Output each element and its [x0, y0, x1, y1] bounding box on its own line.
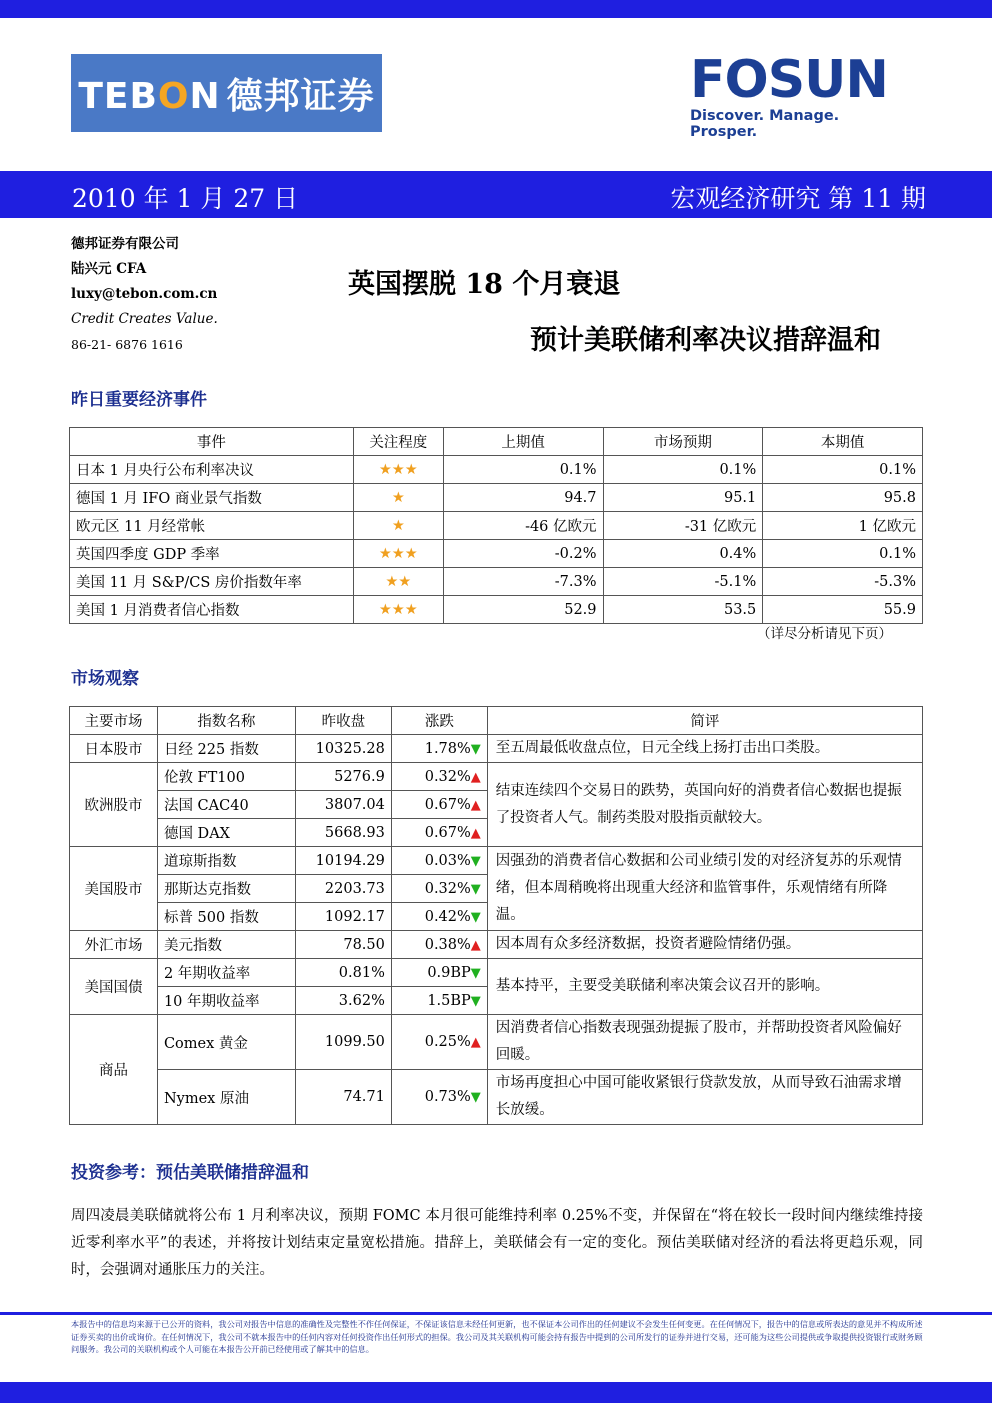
market-name: 美国国债 — [70, 959, 158, 1015]
prev-value: -7.3% — [443, 568, 603, 596]
table-row — [70, 1070, 923, 1125]
importance-stars: ★★★ — [353, 456, 443, 484]
change-value: 0.32% — [424, 768, 471, 785]
comment-text: 市场再度担心中国可能收紧银行贷款发放，从而导致石油需求增长放缓。 — [487, 1070, 922, 1125]
table-row — [70, 596, 923, 624]
market-table — [69, 706, 923, 1125]
close-value: 3.62% — [295, 987, 391, 1015]
report-date: 2010 年 1 月 27 日 — [72, 184, 299, 213]
expected-value: 0.1% — [603, 456, 763, 484]
change-value: 1.5BP — [427, 992, 471, 1009]
change-cell — [391, 987, 487, 1015]
change-cell — [391, 1070, 487, 1125]
change-cell — [391, 959, 487, 987]
expected-value: -31 亿欧元 — [603, 512, 763, 540]
author-name: 陆兴元 CFA — [71, 261, 147, 277]
index-name: Comex 黄金 — [157, 1015, 295, 1070]
author-info — [71, 232, 218, 357]
company-name: 德邦证券有限公司 — [71, 236, 179, 252]
disclaimer-text: 本报告中的信息均来源于已公开的资料，我公司对报告中信息的准确性及完整性不作任何保证，不保证该信息未经任何更新，也不保证本公司作出的任何建议不会发生任何变更。在任何情况下，报告中的信息或所表达的意见并不构成所述证券买卖的出价或询价。在任何情况下，我公司不就本报告中的任何内容对任何投资作出任何形式的担保。我公司及其关联机构可能会持有报告中提到的公司所发行的证券并进行交易，还可能为这些公司提供或争取提供投资银行或财务顾问服务。我公司的关联机构或个人可能在本报告公开前已经使用或了解其中的信息。 — [71, 1319, 923, 1354]
comment-text: 因消费者信心指数表现强劲提振了股市，并帮助投资者风险偏好回暖。 — [487, 1015, 922, 1070]
market-name: 商品 — [70, 1015, 158, 1125]
down-arrow-icon: ▼ — [470, 741, 481, 757]
table-row — [70, 568, 923, 596]
down-arrow-icon: ▼ — [470, 993, 481, 1009]
bottom-bar — [0, 1382, 992, 1403]
actual-value: -5.3% — [763, 568, 923, 596]
prev-value: 0.1% — [443, 456, 603, 484]
table-row — [70, 735, 923, 763]
col-header: 昨收盘 — [295, 707, 391, 735]
fosun-logo — [690, 52, 910, 140]
report-banner — [0, 171, 992, 218]
events-header-row — [70, 428, 923, 456]
col-header: 上期值 — [443, 428, 603, 456]
col-header: 事件 — [70, 428, 354, 456]
index-name: 10 年期收益率 — [157, 987, 295, 1015]
change-cell — [391, 903, 487, 931]
table-row — [70, 1015, 923, 1070]
close-value: 10325.28 — [295, 735, 391, 763]
table-row — [70, 931, 923, 959]
actual-value: 0.1% — [763, 456, 923, 484]
event-name: 欧元区 11 月经常帐 — [70, 512, 354, 540]
market-name: 欧洲股市 — [70, 763, 158, 847]
index-name: 标普 500 指数 — [157, 903, 295, 931]
index-name: 日经 225 指数 — [157, 735, 295, 763]
comment-text: 基本持平，主要受美联储利率决策会议召开的影响。 — [487, 959, 922, 1015]
index-name: 那斯达克指数 — [157, 875, 295, 903]
table-row — [70, 959, 923, 987]
market-header-row — [70, 707, 923, 735]
report-issue: 宏观经济研究 第 11 期 — [670, 184, 926, 213]
close-value: 3807.04 — [295, 791, 391, 819]
event-name: 美国 11 月 S&P/CS 房价指数年率 — [70, 568, 354, 596]
actual-value: 1 亿欧元 — [763, 512, 923, 540]
col-header: 关注程度 — [353, 428, 443, 456]
change-value: 1.78% — [424, 740, 471, 757]
close-value: 0.81% — [295, 959, 391, 987]
change-cell — [391, 735, 487, 763]
up-arrow-icon: ▲ — [470, 797, 481, 813]
fosun-name: FOSUN — [690, 50, 888, 110]
col-header: 主要市场 — [70, 707, 158, 735]
index-name: Nymex 原油 — [157, 1070, 295, 1125]
expected-value: 53.5 — [603, 596, 763, 624]
change-value: 0.42% — [424, 908, 471, 925]
event-name: 日本 1 月央行公布利率决议 — [70, 456, 354, 484]
up-arrow-icon: ▲ — [470, 937, 481, 953]
close-value: 1099.50 — [295, 1015, 391, 1070]
actual-value: 95.8 — [763, 484, 923, 512]
importance-stars: ★★ — [353, 568, 443, 596]
tebon-logo-suffix: N — [189, 75, 221, 117]
index-name: 伦敦 FT100 — [157, 763, 295, 791]
expected-value: 0.4% — [603, 540, 763, 568]
events-section-title: 昨日重要经济事件 — [71, 390, 207, 410]
market-name: 外汇市场 — [70, 931, 158, 959]
table-row — [70, 512, 923, 540]
tebon-logo-o: O — [157, 75, 190, 117]
col-header: 市场预期 — [603, 428, 763, 456]
prev-value: -0.2% — [443, 540, 603, 568]
index-name: 法国 CAC40 — [157, 791, 295, 819]
up-arrow-icon: ▲ — [470, 1035, 481, 1050]
top-bar — [0, 0, 992, 18]
fosun-slogan: Discover. Manage. Prosper. — [690, 108, 840, 140]
expected-value: -5.1% — [603, 568, 763, 596]
down-arrow-icon: ▼ — [470, 1090, 481, 1105]
report-title-line2: 预计美联储利率决议措辞温和 — [530, 325, 881, 356]
close-value: 5276.9 — [295, 763, 391, 791]
expected-value: 95.1 — [603, 484, 763, 512]
event-name: 美国 1 月消费者信心指数 — [70, 596, 354, 624]
importance-stars: ★★★ — [353, 596, 443, 624]
tebon-logo — [71, 54, 382, 132]
comment-text: 因本周有众多经济数据，投资者避险情绪仍强。 — [487, 931, 922, 959]
table-row — [70, 763, 923, 791]
comment-text: 结束连续四个交易日的跌势，英国向好的消费者信心数据也提振了投资者人气。制药类股对股指贡献较大。 — [487, 763, 922, 847]
market-name: 日本股市 — [70, 735, 158, 763]
tebon-logo-cn: 德邦证券 — [226, 75, 375, 117]
change-value: 0.67% — [424, 824, 471, 841]
importance-stars: ★ — [353, 512, 443, 540]
change-cell — [391, 791, 487, 819]
change-value: 0.32% — [424, 880, 471, 897]
investment-section-title: 投资参考：预估美联储措辞温和 — [71, 1163, 309, 1183]
table-row — [70, 456, 923, 484]
index-name: 美元指数 — [157, 931, 295, 959]
events-note: （详尽分析请见下页） — [757, 626, 892, 642]
down-arrow-icon: ▼ — [470, 881, 481, 897]
close-value: 10194.29 — [295, 847, 391, 875]
tebon-logo-prefix: TEB — [78, 75, 158, 117]
change-cell — [391, 763, 487, 791]
events-table — [69, 427, 923, 624]
phone-number: 86-21- 6876 1616 — [71, 337, 183, 352]
change-value: 0.25% — [424, 1034, 471, 1050]
comment-text: 至五周最低收盘点位，日元全线上扬打击出口类股。 — [487, 735, 922, 763]
change-cell — [391, 931, 487, 959]
col-header: 本期值 — [763, 428, 923, 456]
importance-stars: ★★★ — [353, 540, 443, 568]
change-value: 0.73% — [424, 1089, 471, 1105]
col-header: 涨跌 — [391, 707, 487, 735]
investment-paragraph: 周四凌晨美联储就将公布 1 月利率决议，预期 FOMC 本月很可能维持利率 0.25%不变，并保留在“将在较长一段时间内继续维持接近零利率水平”的表述，并将按计划结束定量宽松措施。措辞上，美联储会有一定的变化。预估美联储对经济的看法将更趋乐观，同时，会强调对通胀压力的关注。 — [71, 1208, 923, 1278]
comment-text: 因强劲的消费者信心数据和公司业绩引发的对经济复苏的乐观情绪，但本周稍晚将出现重大经济和监管事件，乐观情绪有所降温。 — [487, 847, 922, 931]
actual-value: 0.1% — [763, 540, 923, 568]
event-name: 德国 1 月 IFO 商业景气指数 — [70, 484, 354, 512]
change-cell — [391, 875, 487, 903]
close-value: 78.50 — [295, 931, 391, 959]
table-row — [70, 484, 923, 512]
change-value: 0.03% — [424, 852, 471, 869]
prev-value: 52.9 — [443, 596, 603, 624]
company-motto: Credit Creates Value. — [71, 311, 218, 327]
index-name: 道琼斯指数 — [157, 847, 295, 875]
table-row — [70, 540, 923, 568]
down-arrow-icon: ▼ — [470, 965, 481, 981]
change-value: 0.9BP — [427, 964, 471, 981]
importance-stars: ★ — [353, 484, 443, 512]
col-header: 简评 — [487, 707, 922, 735]
index-name: 2 年期收益率 — [157, 959, 295, 987]
prev-value: -46 亿欧元 — [443, 512, 603, 540]
up-arrow-icon: ▲ — [470, 825, 481, 841]
change-cell — [391, 819, 487, 847]
close-value: 74.71 — [295, 1070, 391, 1125]
col-header: 指数名称 — [157, 707, 295, 735]
actual-value: 55.9 — [763, 596, 923, 624]
footer-divider — [0, 1312, 992, 1315]
change-cell — [391, 847, 487, 875]
table-row — [70, 847, 923, 875]
market-section-title: 市场观察 — [71, 669, 139, 689]
close-value: 5668.93 — [295, 819, 391, 847]
close-value: 2203.73 — [295, 875, 391, 903]
down-arrow-icon: ▼ — [470, 853, 481, 869]
close-value: 1092.17 — [295, 903, 391, 931]
author-email: luxy@tebon.com.cn — [71, 286, 218, 302]
index-name: 德国 DAX — [157, 819, 295, 847]
down-arrow-icon: ▼ — [470, 909, 481, 925]
change-cell — [391, 1015, 487, 1070]
prev-value: 94.7 — [443, 484, 603, 512]
change-value: 0.67% — [424, 796, 471, 813]
market-name: 美国股市 — [70, 847, 158, 931]
change-value: 0.38% — [424, 936, 471, 953]
event-name: 英国四季度 GDP 季率 — [70, 540, 354, 568]
report-title-line1: 英国摆脱 18 个月衰退 — [348, 269, 621, 300]
up-arrow-icon: ▲ — [470, 769, 481, 785]
